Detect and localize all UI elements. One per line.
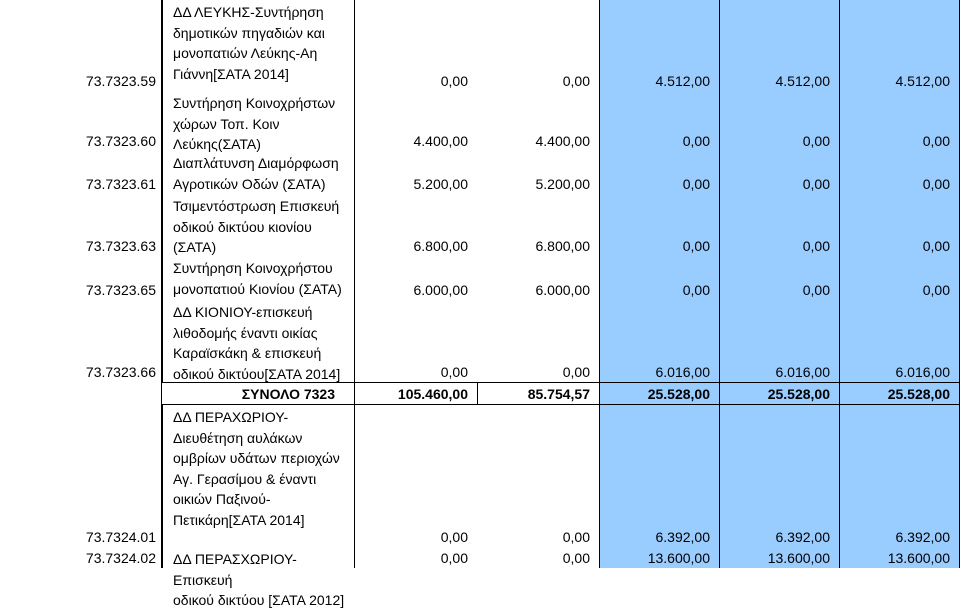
value-col-1-text: 6.800,00 — [413, 238, 468, 254]
value-col-4-text: 4.512,00 — [775, 73, 830, 89]
value-col-4[interactable] — [720, 91, 840, 151]
value-col-2-text: 6.000,00 — [535, 282, 590, 298]
total-value-col-1-text: 105.460,00 — [397, 385, 468, 402]
value-col-5-text: 4.512,00 — [895, 73, 950, 89]
value-col-5-text: 0,00 — [922, 282, 950, 298]
table-row[interactable] — [0, 151, 960, 194]
total-label — [162, 382, 355, 405]
value-col-3-text: 13.600,00 — [647, 550, 710, 566]
value-col-3[interactable] — [600, 547, 720, 568]
total-value-col-3-text: 25.528,00 — [647, 385, 710, 402]
table-row[interactable] — [0, 405, 960, 547]
value-col-3[interactable] — [600, 405, 720, 547]
row-description[interactable]: ΔΔ ΠΕΡΑΧΩΡΙΟΥ- Διευθέτηση αυλάκων ομβρίων υδάτων περιοχών Αγ. Γερασίμου & έναντι οικιών Παξινού- Πετικάρη[ΣΑΤΑ 2014] — [162, 405, 355, 547]
value-col-2[interactable] — [478, 194, 600, 256]
value-col-1-text: 0,00 — [440, 529, 468, 545]
table-row[interactable] — [0, 300, 960, 382]
value-col-5-text: 0,00 — [922, 176, 950, 192]
value-col-1-text: 4.400,00 — [413, 133, 468, 149]
row-code[interactable] — [2, 194, 162, 256]
value-col-5-text: 13.600,00 — [887, 550, 950, 566]
value-col-1[interactable] — [355, 194, 478, 256]
value-col-3-text: 4.512,00 — [655, 73, 710, 89]
total-value-col-5[interactable] — [840, 382, 960, 405]
value-col-4[interactable] — [720, 256, 840, 300]
total-value-col-2-text: 85.754,57 — [527, 385, 590, 402]
row-description[interactable]: ΔΔ ΚΙΟΝΙΟΥ-επισκευή λιθοδομής έναντι οικίας Καραϊσκάκη & επισκευή οδικού δικτύου[ΣΑΤΑ 2014] — [162, 300, 355, 382]
value-col-3-text: 6.392,00 — [655, 529, 710, 545]
value-col-1-text: 6.000,00 — [413, 282, 468, 298]
value-col-4-text: 0,00 — [802, 176, 830, 192]
table-row[interactable] — [0, 256, 960, 300]
value-col-4-text: 0,00 — [802, 133, 830, 149]
value-col-5[interactable] — [840, 194, 960, 256]
value-col-3[interactable] — [600, 151, 720, 194]
value-col-5[interactable] — [840, 547, 960, 568]
row-code-text: 73.7323.61 — [85, 176, 156, 192]
row-description[interactable]: ΔΔ ΛΕΥΚΗΣ-Συντήρηση δημοτικών πηγαδιών και μονοπατιών Λεύκης-Αη Γιάννη[ΣΑΤΑ 2014] — [162, 0, 355, 91]
value-col-2-text: 6.800,00 — [535, 238, 590, 254]
value-col-3[interactable] — [600, 300, 720, 382]
row-code[interactable] — [2, 256, 162, 300]
value-col-4[interactable] — [720, 0, 840, 91]
value-col-2[interactable] — [478, 0, 600, 91]
value-col-4[interactable] — [720, 151, 840, 194]
value-col-2-text: 0,00 — [562, 73, 590, 89]
total-value-col-1[interactable] — [355, 382, 478, 405]
value-col-1[interactable] — [355, 0, 478, 91]
table-row[interactable] — [0, 91, 960, 151]
total-value-col-4-text: 25.528,00 — [767, 385, 830, 402]
value-col-2-text: 0,00 — [562, 529, 590, 545]
value-col-3-text: 0,00 — [682, 133, 710, 149]
value-col-1[interactable] — [355, 256, 478, 300]
row-description[interactable]: Διαπλάτυνση Διαμόρφωση Αγροτικών Οδών (ΣΑΤΑ) — [162, 151, 355, 194]
value-col-3[interactable] — [600, 0, 720, 91]
value-col-5[interactable] — [840, 0, 960, 91]
value-col-5-text: 0,00 — [922, 133, 950, 149]
row-code-text: 73.7323.59 — [85, 73, 156, 89]
total-label-text: ΣΥΝΟΛΟ 7323 — [241, 385, 335, 402]
row-code[interactable] — [2, 405, 162, 547]
grid-vline — [839, 0, 840, 568]
value-col-4[interactable] — [720, 547, 840, 568]
row-code-text: 73.7324.02 — [85, 550, 156, 566]
value-col-5-text: 0,00 — [922, 238, 950, 254]
value-col-4-text: 0,00 — [802, 282, 830, 298]
value-col-1[interactable] — [355, 405, 478, 547]
value-col-1[interactable] — [355, 300, 478, 382]
value-col-5-text: 6.016,00 — [895, 364, 950, 380]
value-col-2-text: 5.200,00 — [535, 176, 590, 192]
value-col-3-text: 6.016,00 — [655, 364, 710, 380]
value-col-2[interactable] — [478, 547, 600, 568]
row-code[interactable] — [2, 300, 162, 382]
value-col-4-text: 6.392,00 — [775, 529, 830, 545]
value-col-4[interactable] — [720, 300, 840, 382]
value-col-1-text: 0,00 — [440, 73, 468, 89]
value-col-3[interactable] — [600, 194, 720, 256]
value-col-4-text: 6.016,00 — [775, 364, 830, 380]
grid-vline — [719, 0, 720, 568]
value-col-3-text: 0,00 — [682, 238, 710, 254]
value-col-4-text: 13.600,00 — [767, 550, 830, 566]
total-row[interactable] — [0, 382, 960, 405]
row-code-text: 73.7323.60 — [85, 133, 156, 149]
row-code-text: 73.7323.66 — [85, 364, 156, 380]
value-col-3-text: 0,00 — [682, 282, 710, 298]
total-value-col-4[interactable] — [720, 382, 840, 405]
value-col-2[interactable] — [478, 91, 600, 151]
row-code[interactable] — [2, 151, 162, 194]
value-col-2-text: 4.400,00 — [535, 133, 590, 149]
value-col-2[interactable] — [478, 256, 600, 300]
row-description[interactable]: ΔΔ ΠΕΡΑΣΧΩΡΙΟΥ- Επισκευή οδικού δικτύου [ΣΑΤΑ 2012] — [162, 547, 355, 568]
row-code-text: 73.7324.01 — [85, 529, 156, 545]
table-row[interactable] — [0, 0, 960, 91]
value-col-4[interactable] — [720, 405, 840, 547]
value-col-3[interactable] — [600, 91, 720, 151]
value-col-5[interactable] — [840, 91, 960, 151]
value-col-3-text: 0,00 — [682, 176, 710, 192]
row-code-text: 73.7323.63 — [85, 238, 156, 254]
value-col-1-text: 5.200,00 — [413, 176, 468, 192]
row-code[interactable] — [2, 0, 162, 91]
table-row[interactable] — [0, 194, 960, 256]
grid-vline — [477, 382, 478, 405]
value-col-5[interactable] — [840, 300, 960, 382]
row-code-text: 73.7323.65 — [85, 282, 156, 298]
value-col-4-text: 0,00 — [802, 238, 830, 254]
value-col-1[interactable] — [355, 151, 478, 194]
row-code[interactable] — [2, 547, 162, 568]
value-col-2[interactable] — [478, 300, 600, 382]
total-value-col-2[interactable] — [478, 382, 600, 405]
row-description[interactable]: Τσιμεντόστρωση Επισκευή οδικού δικτύου κιονίου (ΣΑΤΑ) — [162, 194, 355, 256]
value-col-5[interactable] — [840, 256, 960, 300]
grid-vline — [354, 0, 355, 568]
value-col-1-text: 0,00 — [440, 364, 468, 380]
value-col-3[interactable] — [600, 256, 720, 300]
value-col-2-text: 0,00 — [562, 550, 590, 566]
value-col-4[interactable] — [720, 194, 840, 256]
value-col-2[interactable] — [478, 405, 600, 547]
value-col-5[interactable] — [840, 151, 960, 194]
row-code[interactable] — [2, 91, 162, 151]
grid-vline — [599, 0, 600, 568]
grid-vline — [161, 0, 162, 568]
value-col-5[interactable] — [840, 405, 960, 547]
value-col-5-text: 6.392,00 — [895, 529, 950, 545]
total-value-col-3[interactable] — [600, 382, 720, 405]
value-col-1-text: 0,00 — [440, 550, 468, 566]
value-col-2-text: 0,00 — [562, 364, 590, 380]
row-description[interactable]: Συντήρηση Κοινοχρήστου μονοπατιού Κιονίου (ΣΑΤΑ) — [162, 256, 355, 300]
total-value-col-5-text: 25.528,00 — [887, 385, 950, 402]
value-col-1[interactable] — [355, 547, 478, 568]
row-description[interactable]: Συντήρηση Κοινοχρήστων χώρων Τοπ. Κοιν Λεύκης(ΣΑΤΑ) — [162, 91, 355, 151]
value-col-1[interactable] — [355, 91, 478, 151]
value-col-2[interactable] — [478, 151, 600, 194]
table-row[interactable] — [0, 547, 960, 608]
